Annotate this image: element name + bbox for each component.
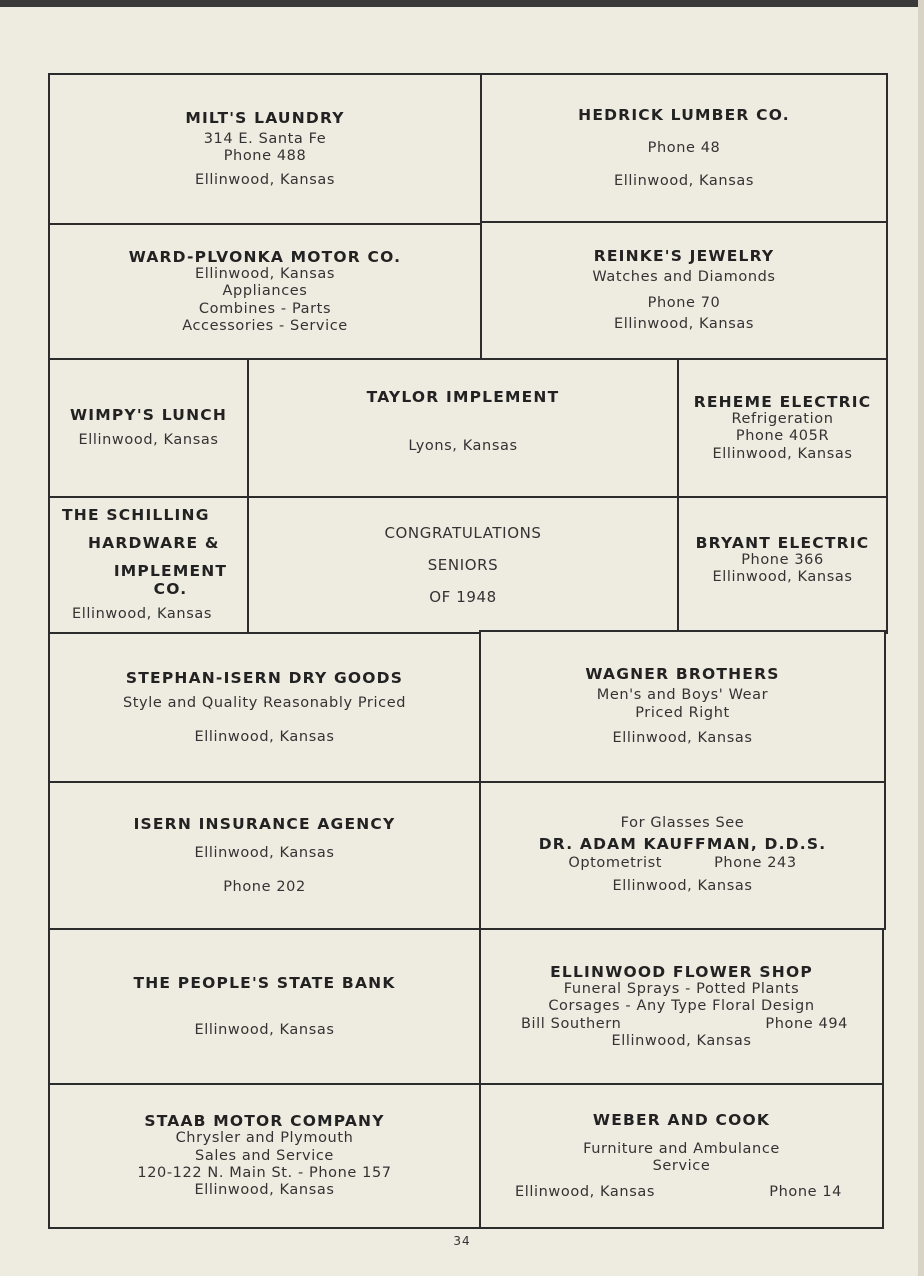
ad-owner: Bill Southern <box>521 1015 622 1032</box>
ad-line: Combines - Parts <box>198 300 332 317</box>
ad-city: Ellinwood, Kansas <box>614 316 754 333</box>
ad-phone: Phone 488 <box>223 148 307 165</box>
ad-phone: Phone 243 <box>714 854 797 871</box>
ad-name: BRYANT ELECTRIC <box>695 534 870 552</box>
ad-city: Ellinwood, Kansas <box>515 1183 655 1200</box>
ad-city: Ellinwood, Kansas <box>78 432 219 449</box>
ad-city: Ellinwood, Kansas <box>612 730 753 747</box>
ad-schilling-hardware <box>48 496 249 634</box>
ad-reinkes-jewelry <box>480 221 888 360</box>
ad-stephan-isern <box>48 632 481 783</box>
ad-isern-insurance <box>48 781 481 930</box>
ad-phone: Phone 405R <box>735 428 830 445</box>
ad-line: Sales and Service <box>195 1147 334 1164</box>
ad-name: THE PEOPLE'S STATE BANK <box>133 973 396 992</box>
page-number: 34 <box>453 1234 471 1248</box>
ad-name: WEBER AND COOK <box>592 1110 771 1129</box>
ad-city: Ellinwood, Kansas <box>614 173 754 189</box>
ad-phone: Phone 202 <box>223 878 306 895</box>
ad-weber-and-cook <box>479 1083 884 1229</box>
ad-name-line: THE SCHILLING <box>62 506 210 525</box>
ad-name: STEPHAN-ISERN DRY GOODS <box>125 669 404 688</box>
ad-name: WARD-PLVONKA MOTOR CO. <box>128 247 402 266</box>
ad-name: REINKE'S JEWELRY <box>593 247 775 266</box>
ad-line: Men's and Boys' Wear <box>596 687 769 704</box>
ad-name-line: IMPLEMENT CO. <box>113 562 228 599</box>
ad-line: Corsages - Any Type Floral Design <box>548 998 815 1015</box>
ad-name-line: HARDWARE & <box>88 534 220 553</box>
ad-line: Style and Quality Reasonably Priced <box>122 695 407 712</box>
ad-name: STAAB MOTOR COMPANY <box>144 1112 385 1131</box>
ad-phone: Phone 494 <box>765 1015 848 1032</box>
ad-name: DR. ADAM KAUFFMAN, D.D.S. <box>538 834 827 853</box>
ad-name: WAGNER BROTHERS <box>585 665 780 684</box>
ad-line: 120-122 N. Main St. - Phone 157 <box>137 1165 392 1181</box>
ad-ellinwood-flower-shop <box>479 928 884 1085</box>
ad-city: Ellinwood, Kansas <box>195 171 335 188</box>
ad-address: 314 E. Santa Fe <box>203 130 327 147</box>
ad-dr-kauffman <box>479 781 886 930</box>
ad-city: Ellinwood, Kansas <box>194 845 335 862</box>
ad-name: MILT'S LAUNDRY <box>185 108 345 127</box>
ad-wagner-brothers <box>479 630 886 783</box>
ad-line: Furniture and Ambulance <box>583 1140 780 1157</box>
ad-bryant-electric <box>677 496 888 634</box>
ad-taylor-implement <box>247 358 679 498</box>
ad-city: Ellinwood, Kansas <box>611 1032 752 1049</box>
ad-milts-laundry <box>48 73 482 225</box>
ad-wimpys-lunch <box>48 358 249 498</box>
congrats-line: OF 1948 <box>429 588 497 606</box>
congrats-line: CONGRATULATIONS <box>384 524 542 542</box>
ad-line: Funeral Sprays - Potted Plants <box>563 980 800 997</box>
ad-city: Ellinwood, Kansas <box>194 1182 335 1199</box>
ad-line: For Glasses See <box>620 815 745 832</box>
ad-name: TAYLOR IMPLEMENT <box>366 388 560 406</box>
ad-name: REHEME ELECTRIC <box>693 392 872 411</box>
ad-line: Refrigeration <box>731 410 834 427</box>
ad-name: ELLINWOOD FLOWER SHOP <box>550 962 813 981</box>
congrats-line: SENIORS <box>427 556 499 574</box>
ad-staab-motor <box>48 1083 481 1229</box>
ad-ward-plvonka <box>48 223 482 360</box>
ad-phone: Phone 366 <box>741 552 824 568</box>
ad-city: Ellinwood, Kansas <box>195 265 335 282</box>
ad-line: Service <box>652 1158 711 1175</box>
ad-role: Optometrist <box>568 854 663 871</box>
ad-line: Appliances <box>222 283 308 300</box>
page-top-edge <box>0 0 924 7</box>
ad-city: Ellinwood, Kansas <box>194 728 335 745</box>
ad-line: Accessories - Service <box>182 317 348 334</box>
ad-name: WIMPY'S LUNCH <box>69 406 227 425</box>
ad-phone: Phone 14 <box>769 1183 842 1200</box>
page-right-edge <box>918 0 924 1276</box>
ad-city: Ellinwood, Kansas <box>712 445 853 462</box>
ad-name: ISERN INSURANCE AGENCY <box>133 815 396 834</box>
ad-line: Priced Right <box>635 704 730 721</box>
congratulations-box <box>247 496 679 634</box>
ad-phone: Phone 48 <box>647 139 721 156</box>
ad-line: Chrysler and Plymouth <box>175 1130 354 1147</box>
ad-line: Watches and Diamonds <box>592 269 776 286</box>
ad-city: Ellinwood, Kansas <box>72 606 212 623</box>
ad-directory-grid <box>48 73 888 1229</box>
ad-name: HEDRICK LUMBER CO. <box>578 105 790 124</box>
ad-phone: Phone 70 <box>647 294 721 311</box>
ad-reheme-electric <box>677 358 888 498</box>
ad-city: Lyons, Kansas <box>408 438 518 454</box>
ad-city: Ellinwood, Kansas <box>194 1021 335 1038</box>
ad-peoples-state-bank <box>48 928 481 1085</box>
ad-city: Ellinwood, Kansas <box>712 569 853 586</box>
ad-hedrick-lumber <box>480 73 888 223</box>
ad-city: Ellinwood, Kansas <box>612 878 753 895</box>
